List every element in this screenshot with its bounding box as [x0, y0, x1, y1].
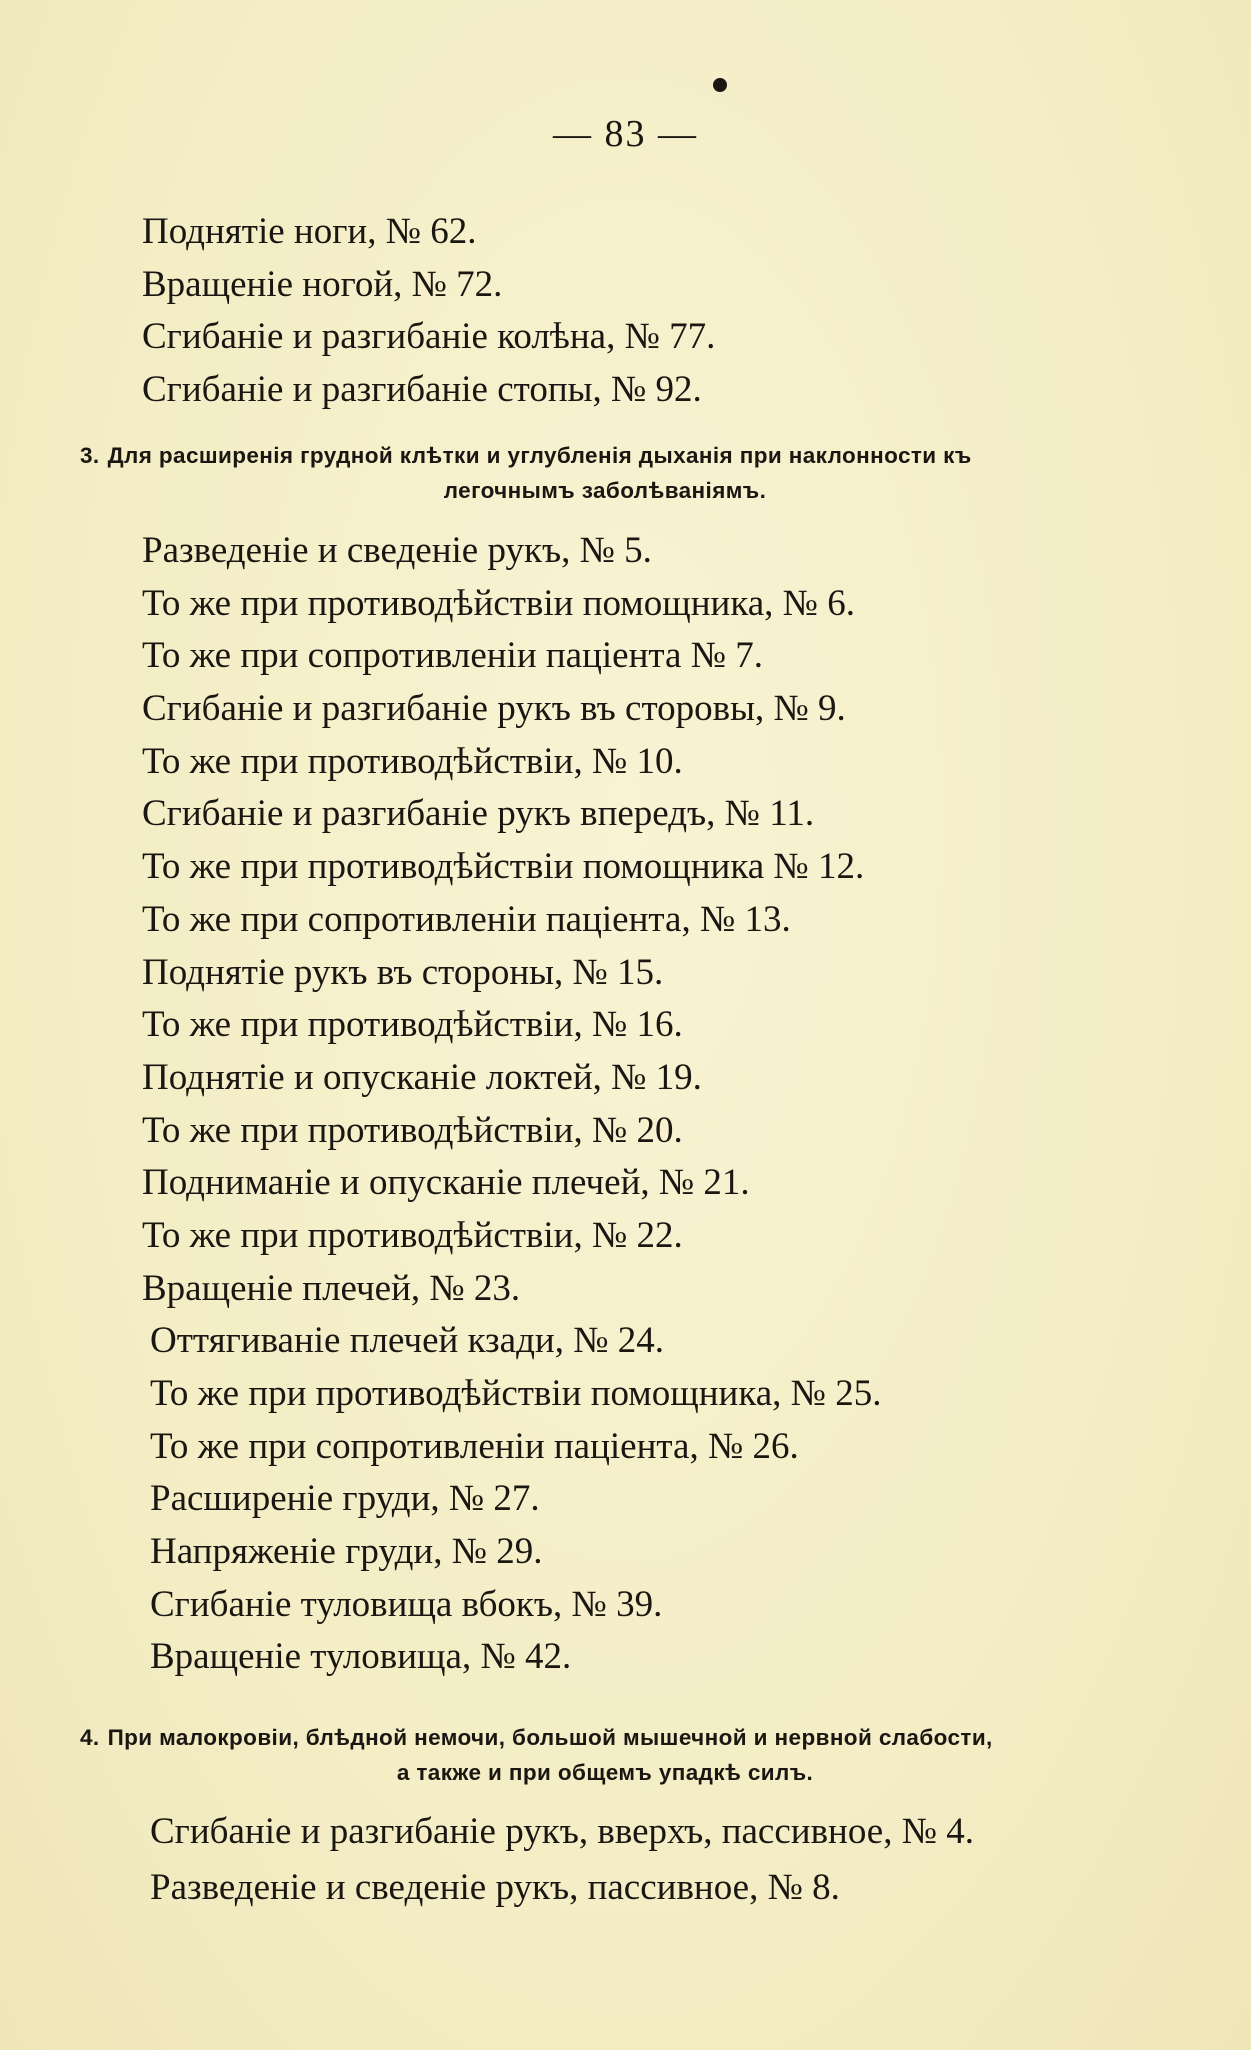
- exercise-entry: Оттягиваніе плечей кзади, № 24.: [150, 1320, 665, 1362]
- section-4-number: 4.: [80, 1725, 100, 1750]
- exercise-entry: Вращеніе туловища, № 42.: [150, 1636, 572, 1678]
- section-3-number: 3.: [80, 443, 100, 468]
- exercise-entry: То же при противодѣйствіи, № 20.: [142, 1109, 683, 1151]
- section-3-exercise-list: [142, 525, 1142, 1684]
- exercise-entry: То же при противодѣйствіи помощника, № 25.: [150, 1373, 882, 1414]
- exercise-entry: Вращеніе плечей, № 23.: [142, 1267, 521, 1309]
- section-4-heading-line-1: [80, 1720, 1130, 1755]
- exercise-entry: Поднятіе ноги, № 62.: [142, 211, 477, 252]
- section-4-heading-line-2: а также и при общемъ упадкѣ силъ.: [396, 1760, 814, 1785]
- exercise-entry: Сгибаніе и разгибаніе рукъ въ сторовы, № 9.: [142, 688, 846, 730]
- exercise-entry: То же при противодѣйствіи, № 10.: [142, 740, 683, 782]
- exercise-entry: Сгибаніе и разгибаніе колѣна, № 77.: [142, 316, 716, 358]
- exercise-entry: То же при сопротивленіи паціента, № 13.: [142, 898, 791, 940]
- section-4-exercise-list: [150, 1804, 1150, 1916]
- exercise-entry: Вращеніе ногой, № 72.: [142, 263, 503, 305]
- section-2-exercise-list: [142, 206, 1142, 417]
- section-3-heading-line-2: легочнымъ заболѣваніямъ.: [443, 478, 767, 503]
- ink-dot: [713, 78, 727, 92]
- section-3-heading-line-1: [80, 438, 1130, 473]
- exercise-entry: Сгибаніе и разгибаніе рукъ, вверхъ, пассивное, № 4.: [150, 1811, 975, 1852]
- exercise-entry: Расширеніе груди, № 27.: [150, 1478, 540, 1520]
- exercise-entry: То же при противодѣйствіи помощника, № 6.: [142, 582, 855, 624]
- section-3-heading-text-1: Для расширенія грудной клѣтки и углубленія дыханія при наклонности къ: [107, 443, 972, 468]
- section-4-heading-text-1: При малокровіи, блѣдной немочи, большой мышечной и нервной слабости,: [107, 1725, 993, 1750]
- exercise-entry: Подниманіе и опусканіе плечей, № 21.: [142, 1162, 750, 1204]
- exercise-entry: То же при противодѣйствіи, № 22.: [142, 1214, 683, 1256]
- exercise-entry: Поднятіе и опусканіе локтей, № 19.: [142, 1056, 702, 1098]
- exercise-entry: Разведеніе и сведеніе рукъ, № 5.: [142, 530, 652, 571]
- page-number: — 83 —: [553, 113, 698, 155]
- section-4-heading: [80, 1720, 1130, 1790]
- exercise-entry: Поднятіе рукъ въ стороны, № 15.: [142, 951, 664, 993]
- exercise-entry: Сгибаніе и разгибаніе стопы, № 92.: [142, 369, 702, 411]
- exercise-entry: То же при сопротивленіи паціента № 7.: [142, 635, 763, 677]
- exercise-entry: Сгибаніе туловища вбокъ, № 39.: [150, 1583, 663, 1625]
- exercise-entry: То же при сопротивленіи паціента, № 26.: [150, 1425, 799, 1467]
- exercise-entry: Напряженіе груди, № 29.: [150, 1531, 543, 1573]
- exercise-entry: То же при противодѣйствіи помощника № 12.: [142, 846, 865, 888]
- exercise-entry: Сгибаніе и разгибаніе рукъ впередъ, № 11.: [142, 793, 815, 835]
- exercise-entry: Разведеніе и сведеніе рукъ, пассивное, № 8.: [150, 1867, 840, 1908]
- exercise-entry: То же при противодѣйствіи, № 16.: [142, 1004, 683, 1046]
- section-3-heading: [80, 438, 1130, 508]
